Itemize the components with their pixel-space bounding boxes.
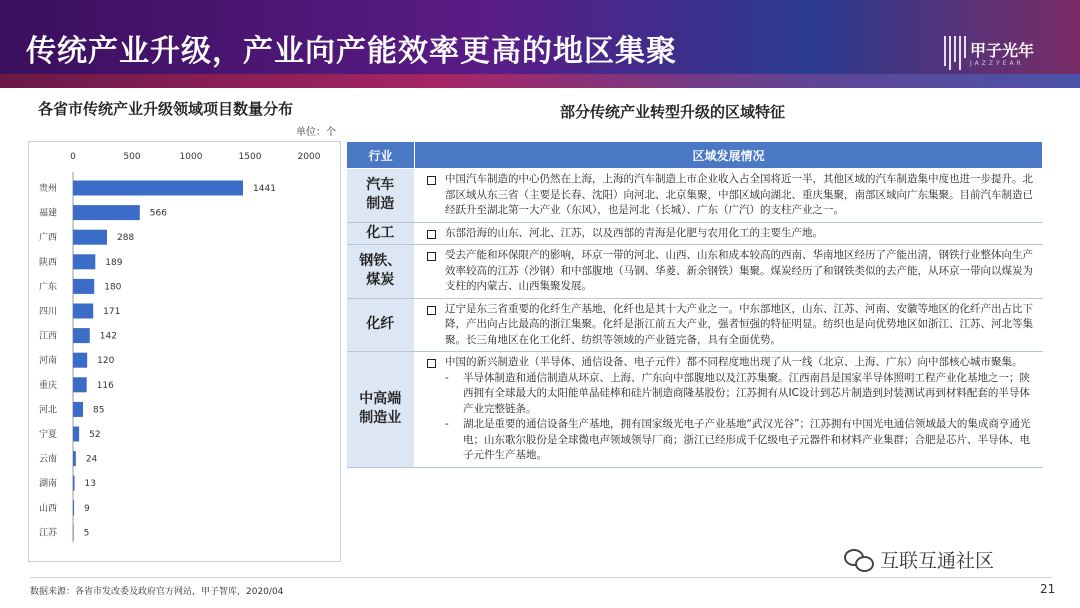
bullet-text: 受去产能和环保限产的影响，环京一带的河北、山西、山东和成本较高的西南、华南地区经历了产能出清，钢铁行业整体向生产效率较高的江苏（沙钢）和中部腹地（马钢、华菱、新余钢铁）集聚。煤炭经历了和钢铁类似的去产能，从环京一带向以煤炭为支柱的内蒙古、山西集聚发展。 — [445, 249, 1033, 292]
category-label: 河南 — [39, 356, 58, 367]
bar — [73, 451, 76, 466]
bar — [73, 353, 87, 368]
data-label: 142 — [99, 331, 117, 342]
bar — [73, 377, 87, 392]
industry-label: 煤炭 — [366, 272, 395, 289]
category-label: 贵州 — [39, 184, 58, 194]
x-tick-label: 1500 — [238, 152, 262, 162]
bar — [73, 476, 75, 491]
page-number: 21 — [1040, 582, 1056, 596]
sub-bullet-item — [427, 371, 1035, 418]
watermark-text: 互联互通社区 — [880, 550, 995, 572]
square-bullet-icon — [427, 359, 436, 368]
sub-bullet-text: 半导体制造和通信制造从环京、上海、广东向中部腹地以及江苏集聚。江西南昌是国家半导体照明工程产业化基地之一；陕西拥有全球最大的太阳能单晶硅棒和硅片制造商隆基股份；江苏拥有从IC设计到芯片制造到封装测试再到材料配套的半导体产业完整链条。 — [463, 371, 1030, 415]
category-label: 广西 — [39, 233, 58, 244]
data-label: 116 — [96, 380, 114, 391]
industry-cell — [347, 169, 415, 223]
watermark — [844, 546, 994, 573]
data-label: 189 — [105, 257, 123, 268]
x-tick-label: 2000 — [297, 152, 321, 162]
dash-bullet-icon: - — [445, 371, 449, 384]
bar — [73, 181, 243, 196]
header-industry: 行业 — [347, 142, 415, 169]
footer-divider — [30, 577, 1052, 578]
industry-label: 制造业 — [359, 410, 402, 427]
bullet-item — [427, 226, 1035, 242]
logo-bars-icon — [944, 36, 966, 70]
logo-text: 甲子光年 — [970, 41, 1035, 60]
data-label: 13 — [84, 479, 96, 490]
bullet-item — [427, 302, 1035, 349]
data-label: 24 — [85, 454, 98, 465]
x-tick-label: 500 — [123, 152, 141, 162]
industry-label: 化工 — [366, 224, 395, 241]
table-title: 部分传统产业转型升级的区域特征 — [560, 103, 786, 121]
x-tick-label: 1000 — [179, 152, 203, 162]
data-source: 数据来源：各省市发改委及政府官方网站，甲子智库，2020/04 — [30, 587, 284, 597]
data-label: 52 — [89, 430, 101, 440]
region-cell — [415, 245, 1043, 299]
bar — [73, 254, 95, 269]
title-banner — [0, 0, 1080, 88]
bullet-item — [427, 248, 1035, 295]
bar — [73, 500, 74, 515]
industry-cell — [347, 298, 415, 352]
wechat-icon — [844, 549, 874, 571]
table-row — [347, 298, 1043, 352]
category-label: 湖南 — [39, 479, 58, 490]
bar — [73, 328, 90, 343]
chart-title: 各省市传统产业升级领域项目数量分布 — [38, 100, 294, 118]
data-label: 171 — [103, 307, 121, 317]
header-region: 区域发展情况 — [415, 142, 1043, 169]
bullet-text: 东部沿海的山东、河北、江苏，以及西部的青海是化肥与农用化工的主要生产地。 — [445, 226, 823, 239]
bar — [73, 205, 140, 220]
industry-label: 中高端 — [359, 391, 402, 408]
jazzyear-logo — [944, 36, 1054, 76]
region-cell — [415, 352, 1043, 468]
industry-label: 制造 — [366, 196, 395, 213]
sub-bullet-text: 湖北是重要的通信设备生产基地，拥有国家级光电子产业基地“武汉光谷”；江苏拥有中国光电通信领域最大的集成商亨通光电；山东歌尔股份是全球微电声领域领导厂商；浙江已经形成千亿级电子元器件和材料产业集群；合肥是芯片、半导体、电子元件生产基地。 — [463, 418, 1031, 461]
table-row — [347, 169, 1043, 223]
bullet-text: 中国汽车制造的中心仍然在上海，上海的汽车制造上市企业收入占全国将近一半，其他区域的汽车制造集中度也进一步提升。北部区域从东三省（主要是长春、沈阳）向河北、北京集聚，中部区域向湖北、重庆集聚，南部区域向广东集聚。目前汽车制造已经跃升至湖北第一大产业（东风），也是河北（长城）、广东（广汽）的支柱产业之一。 — [445, 173, 1033, 216]
category-label: 四川 — [39, 307, 58, 317]
logo-subtext: JAZZYEAR — [970, 60, 1024, 67]
slide-title: 传统产业升级，产业向产能效率更高的地区集聚 — [26, 34, 677, 69]
region-cell — [415, 222, 1043, 245]
table-row — [347, 245, 1043, 299]
data-label: 566 — [149, 208, 167, 219]
bar — [73, 427, 79, 442]
bar — [73, 304, 93, 319]
bar — [73, 525, 74, 540]
category-label: 福建 — [39, 208, 58, 219]
table-row — [347, 352, 1043, 468]
industry-cell — [347, 352, 415, 468]
data-label: 9 — [84, 503, 90, 514]
category-label: 广东 — [39, 282, 58, 293]
bullet-item — [427, 355, 1035, 371]
industry-label: 化纤 — [366, 316, 395, 333]
bullet-text: 中国的新兴制造业（半导体、通信设备、电子元件）都不同程度地出现了从一线（北京、上海、广东）向中部核心城市聚集。 — [445, 356, 1023, 368]
industry-label: 汽车 — [366, 177, 395, 194]
data-label: 288 — [116, 233, 135, 244]
region-cell — [415, 298, 1043, 352]
square-bullet-icon — [427, 230, 436, 239]
region-table — [346, 141, 1043, 468]
industry-cell — [347, 245, 415, 299]
chart-container — [28, 141, 341, 562]
data-label: 5 — [83, 528, 90, 539]
category-label: 云南 — [39, 454, 58, 465]
bar-chart — [29, 142, 340, 561]
category-label: 江西 — [39, 331, 58, 342]
category-label: 山西 — [39, 503, 58, 514]
data-label: 85 — [93, 405, 105, 416]
category-label: 宁夏 — [39, 430, 58, 440]
square-bullet-icon — [427, 252, 436, 261]
bullet-text: 辽宁是东三省重要的化纤生产基地，化纤也是其十大产业之一。中东部地区，山东、江苏、河南、安徽等地区的化纤产出占比下降，产出向占比最高的浙江集聚。化纤是浙江前五大产业，强者恒强的特征明显。纺织也是向优势地区如浙江、江苏、河北等集聚。长三角地区在化工化纤、纺织等领域的产业链完备，具有全面优势。 — [445, 302, 1033, 346]
chart-unit: 单位：个 — [296, 127, 336, 138]
dash-bullet-icon: - — [445, 418, 449, 430]
bar — [73, 402, 83, 417]
category-label: 陕西 — [39, 257, 58, 268]
region-cell — [415, 169, 1043, 223]
category-label: 河北 — [39, 405, 58, 416]
data-label: 120 — [97, 356, 115, 367]
category-label: 重庆 — [39, 380, 58, 391]
table-header-row — [347, 142, 1043, 169]
bar — [73, 230, 107, 245]
square-bullet-icon — [427, 306, 436, 315]
category-label: 江苏 — [39, 528, 58, 539]
bullet-item — [427, 172, 1035, 219]
square-bullet-icon — [427, 176, 436, 185]
sub-bullet-item — [427, 417, 1035, 464]
table-row — [347, 222, 1043, 245]
bar — [73, 279, 94, 294]
x-tick-label: 0 — [70, 152, 76, 162]
industry-cell — [347, 222, 415, 245]
data-label: 180 — [104, 282, 122, 293]
banner-stripe — [0, 74, 1080, 88]
industry-label: 钢铁、 — [359, 253, 402, 270]
data-label: 1441 — [253, 184, 276, 194]
